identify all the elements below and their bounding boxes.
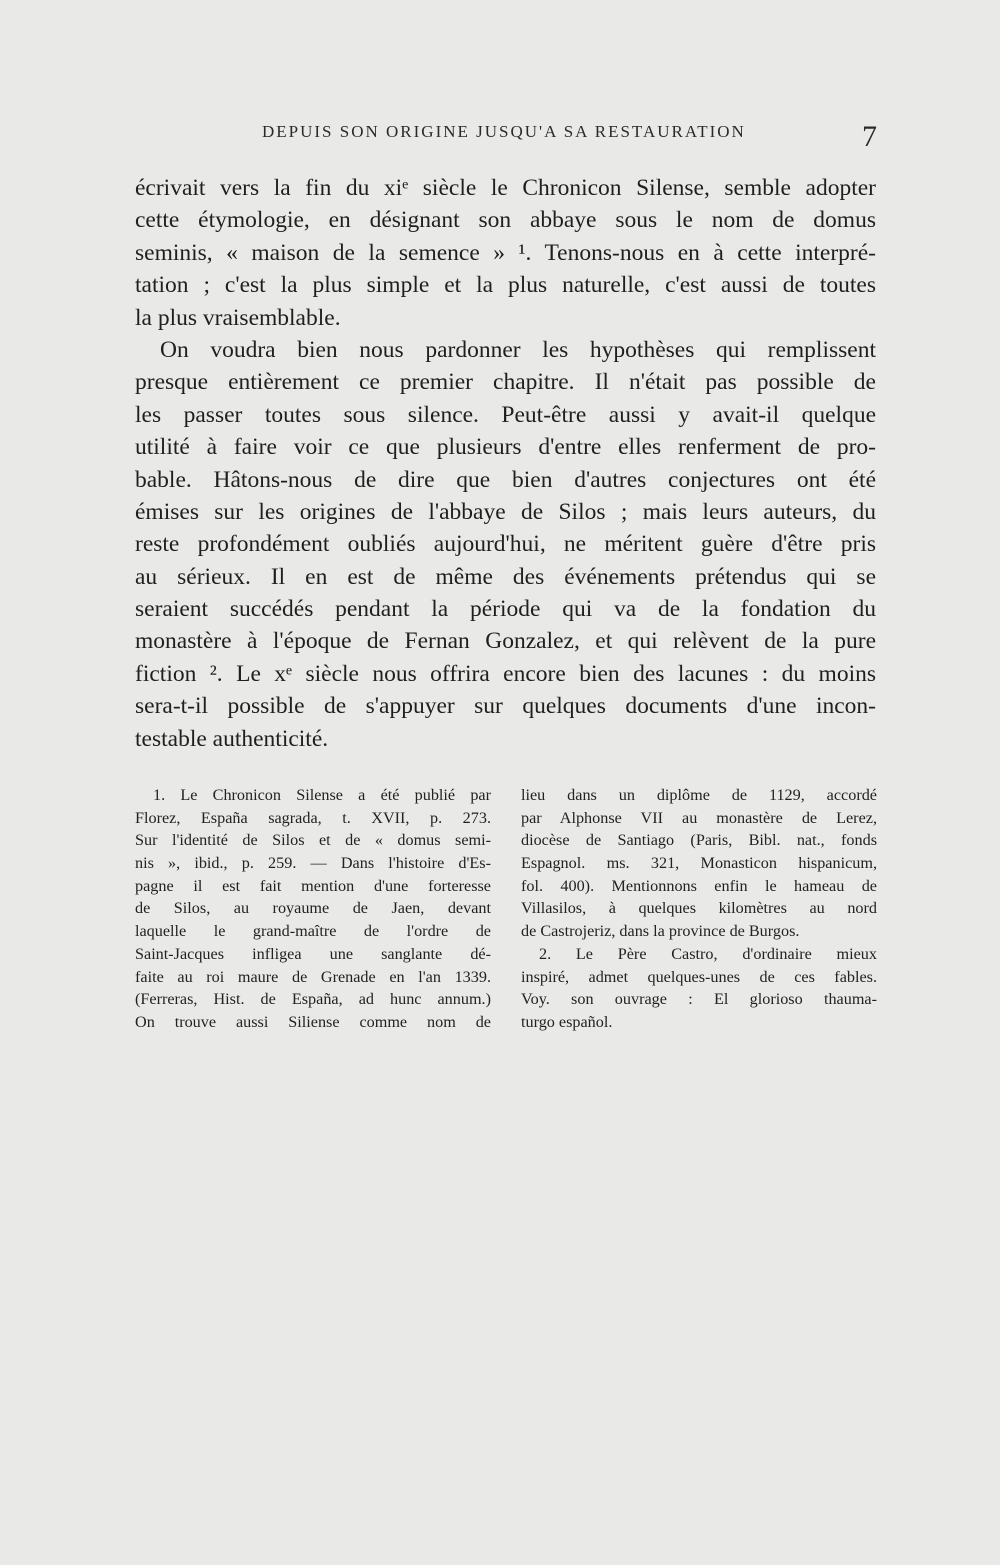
text-line: reste profondément oubliés aujourd'hui, ne méritent guère d'être pris <box>135 531 876 558</box>
footnote-line: faite au roi maure de Grenade en l'an 1339. <box>135 967 491 986</box>
footnote-line: nis », ibid., p. 259. — Dans l'histoire d'Es- <box>135 854 491 873</box>
footnote-line: inspiré, admet quelques-unes de ces fables. <box>521 967 877 986</box>
footnotes-left-column <box>135 784 491 1034</box>
text-line: cette étymologie, en désignant son abbaye sous le nom de domus <box>135 207 876 234</box>
text-line: testable authenticité. <box>135 725 329 752</box>
text-line: au sérieux. Il en est de même des événements prétendus qui se <box>135 563 876 590</box>
text-line: les passer toutes sous silence. Peut-être aussi y avait-il quelque <box>135 401 876 428</box>
footnotes-right-column <box>521 784 877 1034</box>
footnote-line: Voy. son ouvrage : El glorioso thauma- <box>521 990 877 1009</box>
text-line: monastère à l'époque de Fernan Gonzalez, et qui relèvent de la pure <box>135 628 876 655</box>
footnote-line: On trouve aussi Siliense comme nom de <box>135 1012 491 1031</box>
text-line: On voudra bien nous pardonner les hypothèses qui remplissent <box>160 336 876 363</box>
footnote-line: Espagnol. ms. 321, Monasticon hispanicum, <box>521 854 877 873</box>
footnote-line: lieu dans un diplôme de 1129, accordé <box>521 786 877 804</box>
footnote-line: Villasilos, à quelques kilomètres au nord <box>521 899 877 918</box>
footnote-line: diocèse de Santiago (Paris, Bibl. nat., fonds <box>521 831 877 850</box>
text-line: écrivait vers la fin du xiᵉ siècle le Chronicon Silense, semble adopter <box>135 175 876 201</box>
footnote-line: par Alphonse VII au monastère de Lerez, <box>521 808 877 827</box>
main-text <box>135 172 876 755</box>
text-line: la plus vraisemblable. <box>135 304 341 331</box>
text-line: seraient succédés pendant la période qui va de la fondation du <box>135 596 876 623</box>
footnote-line: 2. Le Père Castro, d'ordinaire mieux <box>539 944 877 963</box>
text-line: émises sur les origines de l'abbaye de Silos ; mais leurs auteurs, du <box>135 498 876 525</box>
footnote-line: de Castrojeriz, dans la province de Burgos. <box>521 922 800 941</box>
running-title: DEPUIS SON ORIGINE JUSQU'A SA RESTAURATION <box>262 122 746 141</box>
footnote-line: pagne il est fait mention d'une forteresse <box>135 876 491 895</box>
text-line: fiction ². Le xᵉ siècle nous offrira encore bien des lacunes : du moins <box>135 660 876 687</box>
footnote-line: Florez, España sagrada, t. XVII, p. 273. <box>135 808 491 827</box>
footnote-line: (Ferreras, Hist. de España, ad hunc annum.) <box>135 990 491 1009</box>
text-line: bable. Hâtons-nous de dire que bien d'autres conjectures ont été <box>135 466 876 493</box>
text-line: tation ; c'est la plus simple et la plus naturelle, c'est aussi de toutes <box>135 272 876 299</box>
text-line: presque entièrement ce premier chapitre. Il n'était pas possible de <box>135 369 876 396</box>
text-line: utilité à faire voir ce que plusieurs d'entre elles renferment de pro- <box>135 434 876 461</box>
footnote-line: Sur l'identité de Silos et de « domus semi- <box>135 831 491 850</box>
footnotes <box>135 784 877 1034</box>
footnote-line: fol. 400). Mentionnons enfin le hameau de <box>521 876 877 895</box>
footnote-line: Saint-Jacques infligea une sanglante dé- <box>135 944 491 963</box>
footnote-line: 1. Le Chronicon Silense a été publié par <box>153 786 491 804</box>
footnote-line: de Silos, au royaume de Jaen, devant <box>135 899 491 918</box>
page-number: 7 <box>862 120 877 153</box>
footnote-line: laquelle le grand-maître de l'ordre de <box>135 922 491 941</box>
text-line: seminis, « maison de la semence » ¹. Tenons-nous en à cette interpré- <box>135 239 876 266</box>
text-line: sera-t-il possible de s'appuyer sur quelques documents d'une incon- <box>135 693 876 720</box>
footnote-line: turgo español. <box>521 1012 613 1031</box>
